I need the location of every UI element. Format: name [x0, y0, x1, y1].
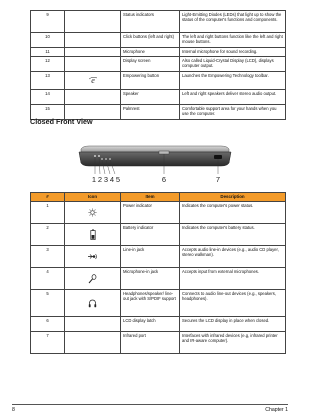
row-item: Speaker — [121, 90, 180, 105]
row-item: LCD display latch — [121, 317, 180, 332]
callout-3: 3 — [103, 175, 109, 184]
icon-cell — [65, 246, 121, 268]
row-number: 4 — [31, 268, 65, 290]
row-item: Microphone-in jack — [121, 268, 180, 290]
row-description: Also called Liquid-Crystal Display (LCD), displays computer output. — [180, 57, 286, 72]
icon-cell — [65, 224, 121, 246]
row-description: Indicates the computer's power status. — [180, 202, 286, 224]
row-number: 5 — [31, 290, 65, 317]
chapter-label: Chapter 1 — [265, 407, 288, 413]
line-in-icon — [87, 252, 98, 261]
row-item: Display screen — [121, 57, 180, 72]
icon-cell — [65, 90, 121, 105]
icon-cell — [65, 48, 121, 57]
table-row — [31, 246, 286, 268]
column-header-number: # — [31, 193, 65, 202]
row-number: 13 — [31, 72, 65, 90]
row-number: 6 — [31, 317, 65, 332]
row-description: Interfaces with infrared devices (e.g, infrared printer and IR-aware computer). — [180, 332, 286, 354]
row-number: 9 — [31, 11, 65, 33]
column-header-description: Description — [180, 193, 286, 202]
row-description: Light-Emitting Diodes (LEDs) that light up to show the status of the computer's functions and components. — [180, 11, 286, 33]
callout-6: 6 — [161, 175, 167, 184]
table-row — [31, 72, 286, 90]
icon-cell — [65, 72, 121, 90]
row-description: Left and right speakers deliver stereo audio output. — [180, 90, 286, 105]
icon-cell — [65, 202, 121, 224]
section-title: Closed Front View — [30, 117, 93, 126]
components-table-continued — [30, 10, 286, 120]
icon-cell — [65, 332, 121, 354]
icon-cell — [65, 268, 121, 290]
table-row — [31, 202, 286, 224]
table-row — [31, 317, 286, 332]
svg-text:e: e — [90, 76, 95, 85]
row-number: 7 — [31, 332, 65, 354]
row-number: 14 — [31, 90, 65, 105]
table-row — [31, 332, 286, 354]
row-number: 2 — [31, 224, 65, 246]
table-row — [31, 33, 286, 48]
row-item: Headphones/speaker/ line-out jack with S/PDIF support — [121, 290, 180, 317]
row-item: Microphone — [121, 48, 180, 57]
icon-cell — [65, 290, 121, 317]
row-description: Internal microphone for sound recording. — [180, 48, 286, 57]
icon-cell — [65, 57, 121, 72]
row-item: Line-in jack — [121, 246, 180, 268]
footer-divider — [12, 404, 288, 405]
icon-cell — [65, 11, 121, 33]
empowering-e-icon — [88, 76, 98, 85]
callout-2: 2 — [97, 175, 103, 184]
row-description: Accepts input from external microphones. — [180, 268, 286, 290]
row-description: Accepts audio line-in devices (e.g., audio CD player, stereo walkman). — [180, 246, 286, 268]
row-number: 15 — [31, 105, 65, 120]
laptop-front-view-illustration — [75, 141, 235, 186]
power-indicator-icon — [88, 208, 97, 217]
callout-5: 5 — [115, 175, 121, 184]
row-description: Indicates the computer's battery status. — [180, 224, 286, 246]
column-header-item: Item — [121, 193, 180, 202]
table-row — [31, 90, 286, 105]
table-row — [31, 268, 286, 290]
callout-1: 1 — [91, 175, 97, 184]
column-header-icon: Icon — [65, 193, 121, 202]
page-number: 8 — [12, 407, 15, 413]
row-description: Comfortable support area for your hands when you use the computer. — [180, 105, 286, 120]
icon-cell — [65, 33, 121, 48]
row-description: Connects to audio line-out devices (e.g., speakers, headphones). — [180, 290, 286, 317]
headphones-icon — [88, 299, 97, 308]
front-view-table — [30, 192, 286, 354]
row-number: 3 — [31, 246, 65, 268]
callout-7: 7 — [215, 175, 221, 184]
row-item: Empowering button — [121, 72, 180, 90]
table-row — [31, 290, 286, 317]
row-description: The left and right buttons function like the left and right mouse buttons. — [180, 33, 286, 48]
row-number: 11 — [31, 48, 65, 57]
table-row — [31, 224, 286, 246]
row-item: Palmrest — [121, 105, 180, 120]
microphone-icon — [88, 274, 97, 284]
table-row — [31, 57, 286, 72]
row-number: 12 — [31, 57, 65, 72]
row-number: 10 — [31, 33, 65, 48]
row-item: Status indicators — [121, 11, 180, 33]
row-item: Infrared port — [121, 332, 180, 354]
icon-cell — [65, 317, 121, 332]
table-row — [31, 11, 286, 33]
battery-icon — [90, 229, 96, 240]
row-description: Launches the Empowering Technology toolbar. — [180, 72, 286, 90]
row-item: Power indicator — [121, 202, 180, 224]
callout-4: 4 — [109, 175, 115, 184]
row-item: Click buttons (left and right) — [121, 33, 180, 48]
row-description: Secures the LCD display in place when closed. — [180, 317, 286, 332]
row-number: 1 — [31, 202, 65, 224]
row-item: Battery indicator — [121, 224, 180, 246]
table-row — [31, 48, 286, 57]
table-header-row — [31, 193, 286, 202]
